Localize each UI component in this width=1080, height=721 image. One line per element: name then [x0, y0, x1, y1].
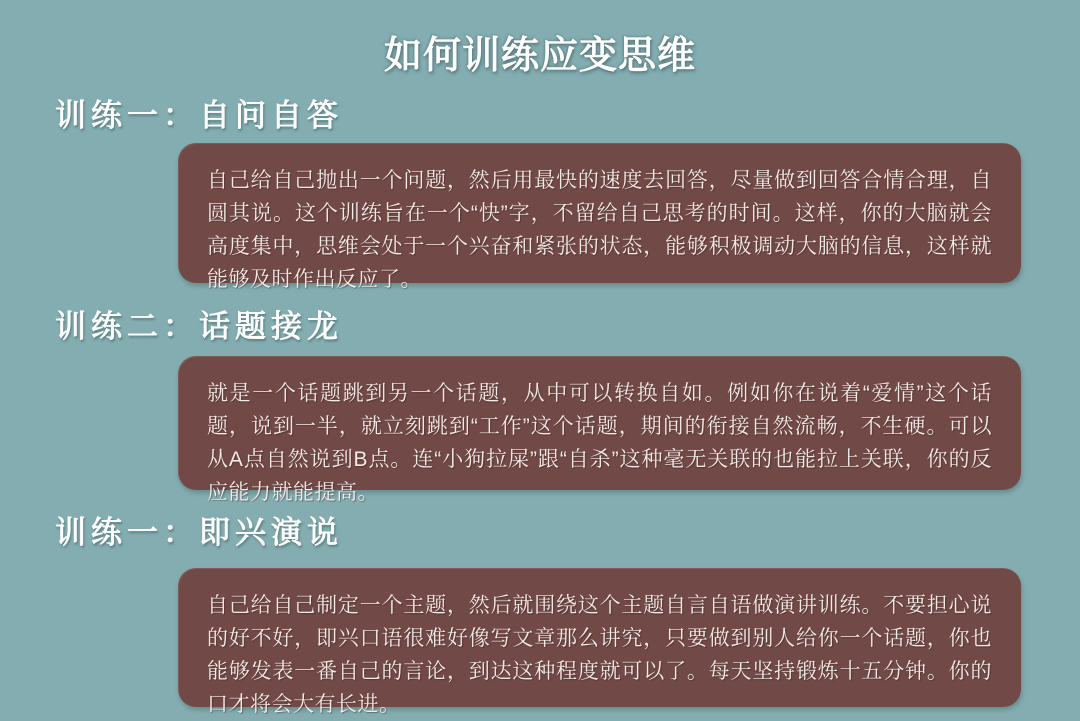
section-card-1 — [178, 143, 1021, 291]
slide-title: 如何训练应变思维 — [383, 35, 696, 77]
section-heading-2: 训练二：话题接龙 — [55, 309, 343, 344]
section-body-3: 自己给自己制定一个主题，然后就围绕这个主题自言自语做演讲训练。不要担心说的好不好，即兴口语很难好像写文章那么讲究，只要做到别人给你一个话题，你也能够发表一番自己的言论，到达这种程度就可以了。每天坚持锻炼十五分钟。你的口才将会大有长进。 — [207, 594, 992, 716]
section-card-2 — [178, 356, 1021, 504]
section-heading-3: 训练一：即兴演说 — [55, 515, 343, 550]
section-heading-1: 训练一：自问自答 — [55, 98, 343, 133]
section-card-3 — [178, 568, 1021, 716]
section-body-2: 就是一个话题跳到另一个话题，从中可以转换自如。例如你在说着“爱情”这个话题，说到一半，就立刻跳到“工作”这个话题，期间的衔接自然流畅，不生硬。可以从A点自然说到B点。连“小狗拉屎”跟“自杀”这种毫无关联的也能拉上关联，你的反应能力就能提高。 — [207, 382, 992, 504]
section-body-1: 自己给自己抛出一个问题，然后用最快的速度去回答，尽量做到回答合情合理，自圆其说。这个训练旨在一个“快”字，不留给自己思考的时间。这样，你的大脑就会高度集中，思维会处于一个兴奋和紧张的状态，能够积极调动大脑的信息，这样就能够及时作出反应了。 — [207, 169, 992, 291]
